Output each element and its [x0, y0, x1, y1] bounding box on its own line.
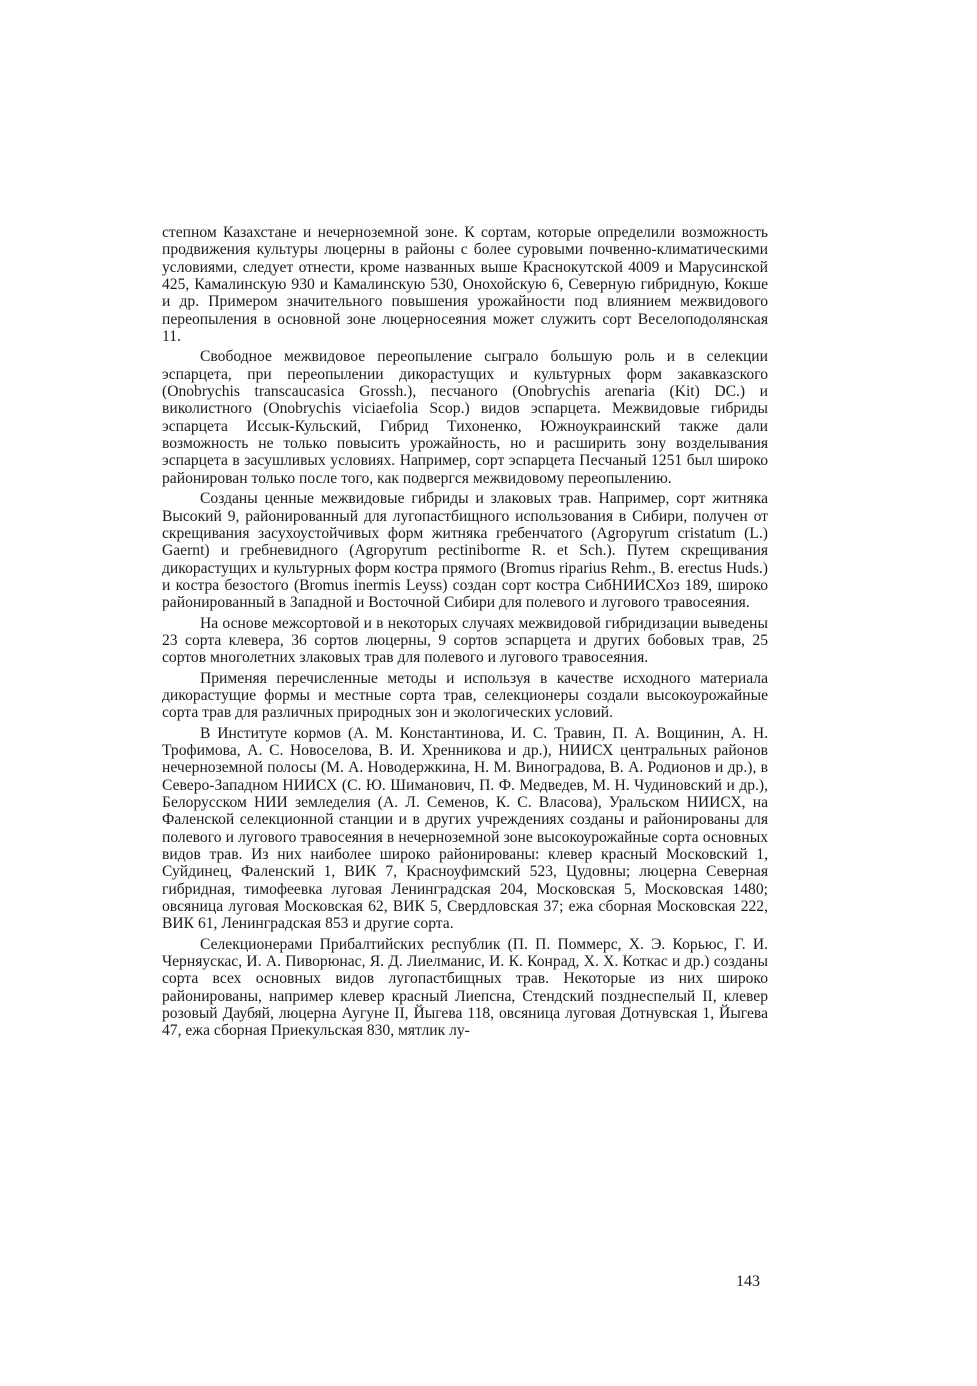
paragraph-2: Свободное межвидовое переопыление сыграло большую роль и в селекции эспарцета, при переопылении дикорастущих и культурных форм закавказского (Onobrychis transcaucasica Grossh.), песчаного (Onobrychis arenaria (Kit) DC.) и виколистного (Onobrychis viciaefolia Scop.) видов эспарцета. Межвидовые гибриды эспарцета Иссык-Кульский, Гибрид Тихоненко, Южноукраинский также дали возможность не только повысить урожайность, но и расширить зону возделывания эспарцета в засушливых условиях. Например, сорт эспарцета Песчаный 1251 был широко районирован только после того, как подвергся межвидовому переопылению.: [162, 348, 768, 487]
paragraph-4: На основе межсортовой и в некоторых случаях межвидовой гибридизации выведены 23 сорта клевера, 36 сортов люцерны, 9 сортов эспарцета и других бобовых трав, 25 сортов многолетних злаковых трав для полевого и лугового травосеяния.: [162, 614, 768, 667]
paragraph-3: Созданы ценные межвидовые гибриды и злаковых трав. Например, сорт житняка Высокий 9, районированный для лугопастбищного использования в Сибири, получен от скрещивания засухоустойчивых форм житняка гребенчатого (Agropyrum cristatum (L.) Gaernt) и гребневидного (Agropyrum pectiniborme R. et Sch.). Путем скрещивания дикорастущих и культурных форм костра прямого (Bromus riparius Rehm., B. erectus Huds.) и костра безостого (Bromus inermis Leyss) создан сорт костра СибНИИСХоз 189, широко районированный в Западной и Восточной Сибири для полевого и лугового травосеяния.: [162, 490, 768, 612]
paragraph-7: Селекционерами Прибалтийских республик (П. П. Поммерс, Х. Э. Корьюс, Г. И. Черняускас, И. А. Пиворюнас, Я. Д. Лиелманис, И. К. Конрад, Х. Х. Коткас и др.) созданы сорта всех основных видов лугопастбищных трав. Некоторые из них широко районированы, например клевер красный Лиепсна, Стендский позднеспелый II, клевер розовый Даубяй, люцерна Аугуне II, Йыгева 118, овсяница луговая Дотнувская 1, Йыгева 47, ежа сборная Приекульская 830, мятлик лу-: [162, 935, 768, 1040]
page-number: 143: [736, 1273, 760, 1290]
paragraph-5: Применяя перечисленные методы и используя в качестве исходного материала дикорастущие формы и местные сорта трав, селекционеры создали высокоурожайные сорта трав для различных природных зон и экологических условий.: [162, 669, 768, 722]
paragraph-1: степном Казахстане и нечерноземной зоне. К сортам, которые определили возможность продвижения культуры люцерны в районы с более суровыми почвенно-климатическими условиями, следует отнести, кроме названных выше Краснокутской 4009 и Марусинской 425, Камалинскую 930 и Камалинскую 530, Онохойскую 6, Северную гибридную, Кокше и др. Примером значительного повышения урожайности под влиянием межвидового переопыления в основной зоне люцерносеяния может служить сорт Веселоподолянская 11.: [162, 224, 768, 346]
page-body: [162, 224, 768, 1040]
paragraph-6: В Институте кормов (А. М. Константинова, И. С. Травин, П. А. Вощинин, А. Н. Трофимова, А. С. Новоселова, В. И. Хренникова и др.), НИИСХ центральных районов нечерноземной полосы (М. А. Новодержкина, Н. М. Виноградова, В. А. Родионов и др.), в Северо-Западном НИИСХ (С. Ю. Шиманович, П. Ф. Медведев, М. Н. Чудиновский и др.), Белорусском НИИ земледелия (А. Л. Семенов, К. С. Власова), Уральском НИИСХ, на Фаленской селекционной станции и в других учреждениях созданы и районированы для полевого и лугового травосеяния в нечерноземной зоне высокоурожайные сорта основных видов трав. Из них наиболее широко районированы: клевер красный Московский 1, Суйдинец, Фаленский 1, ВИК 7, Красноуфимский 523, Цудовны; люцерна Северная гибридная, тимофеевка луговая Ленинградская 204, Московская 5, Московская 1480; овсяница луговая Московская 62, ВИК 5, Свердловская 37; ежа сборная Московская 222, ВИК 61, Ленинградская 853 и другие сорта.: [162, 724, 768, 933]
